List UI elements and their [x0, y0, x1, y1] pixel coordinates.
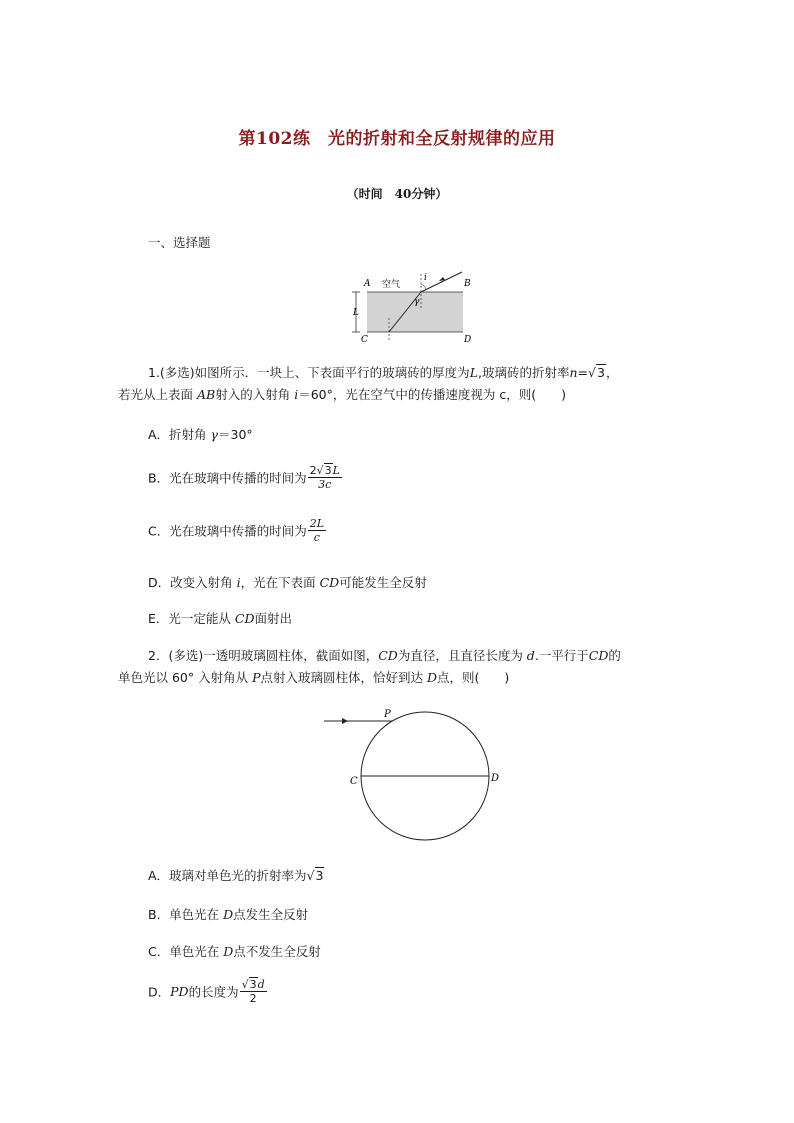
fig1-label-B: B — [464, 279, 471, 289]
q2-option-c: C．单色光在 D点不发生全反射 — [148, 944, 321, 959]
fig1-label-i: i — [424, 273, 427, 283]
fig1-label-L: L — [353, 308, 359, 318]
q1-option-c: C．光在玻璃中传播的时间为 $\frac{2L}{c}$ — [148, 517, 325, 544]
q1-option-b: B．光在玻璃中传播的时间为 $\frac{2√3L}{3c}$ — [148, 464, 340, 491]
fig1-label-D: D — [464, 335, 472, 345]
q1-line2: 若光从上表面 AB射入的入射角 i＝60°，光在空气中的传播速度视为 c，则( ) — [118, 387, 566, 402]
q2-option-d: D．PD的长度为 $\frac{√3d}{2}$ — [148, 978, 265, 1005]
fig2-label-P: P — [384, 709, 391, 720]
page-title: 第102练 光的折射和全反射规律的应用 — [238, 129, 556, 149]
fig2-label-D: D — [491, 773, 500, 784]
q2-option-a: A．玻璃对单色光的折射率为√3 — [148, 868, 324, 883]
section-heading: 一、选择题 — [148, 235, 211, 250]
glass-cylinder-figure — [318, 708, 508, 848]
q1-line1: 1.(多选)如图所示．一块上、下表面平行的玻璃砖的厚度为L,玻璃砖的折射率n=√3， — [148, 365, 619, 380]
q1-option-e: E．光一定能从 CD面射出 — [148, 611, 292, 626]
fig1-label-air: 空气 — [382, 280, 401, 290]
fig2-label-C: C — [350, 776, 358, 787]
fig1-label-A: A — [364, 279, 371, 289]
time-limit-note: （时间 40分钟） — [346, 187, 448, 201]
q1-option-d: D．改变入射角 i，光在下表面 CD可能发生全反射 — [148, 575, 427, 590]
q2-line2: 单色光以 60° 入射角从 P点射入玻璃圆柱体，恰好到达 D点，则( ) — [118, 670, 510, 685]
q1-option-a: A．折射角 γ＝30° — [148, 427, 253, 442]
glass-slab-figure — [340, 270, 480, 345]
fig1-label-C: C — [361, 335, 368, 345]
q2-line1: 2．(多选)一透明玻璃圆柱体，截面如图，CD为直径，且直径长度为 d.一平行于CD的 — [148, 648, 621, 663]
fig1-label-gamma: γ — [414, 297, 420, 307]
q2-option-b: B．单色光在 D点发生全反射 — [148, 907, 309, 922]
